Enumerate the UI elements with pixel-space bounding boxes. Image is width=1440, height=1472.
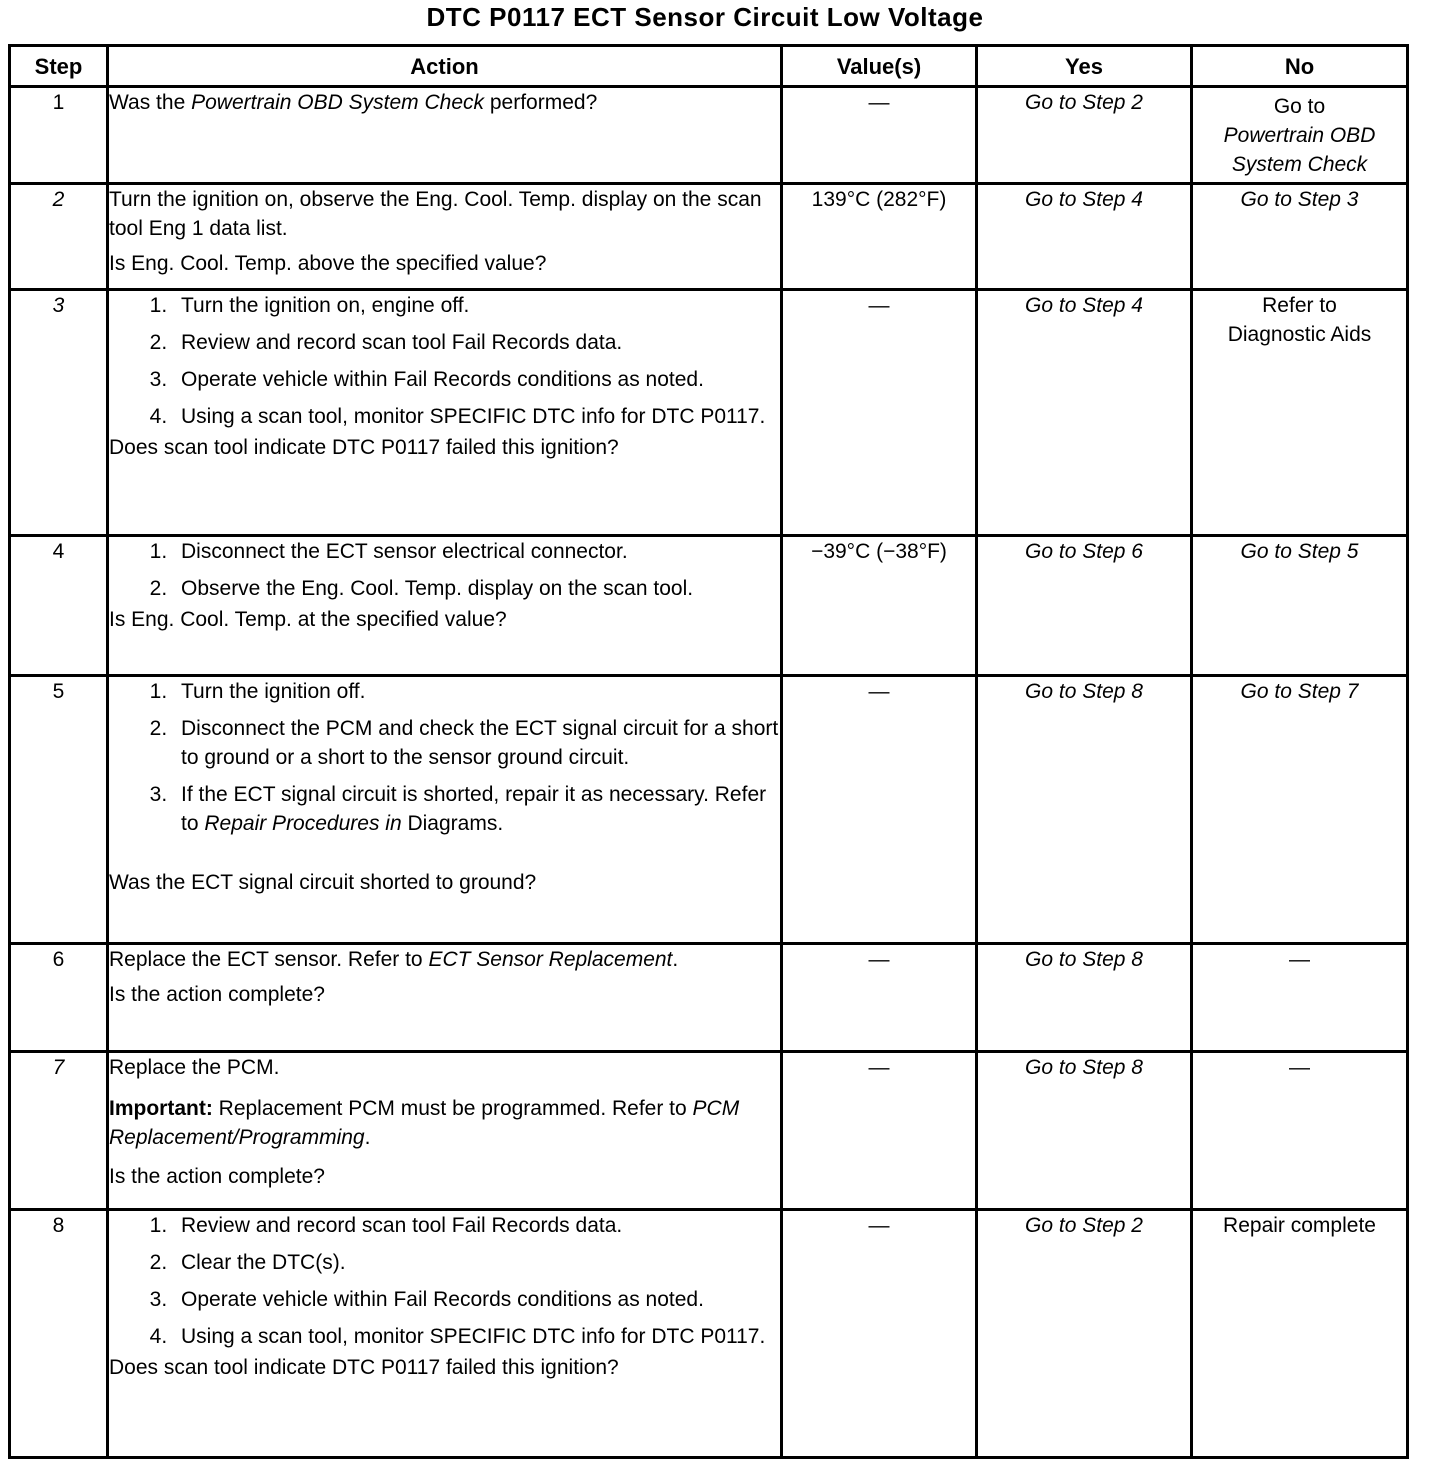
step-number: 5 [10,676,108,944]
procedure-list [109,537,780,603]
no-line: Refer to [1262,294,1337,317]
list-item: 2. Disconnect the PCM and check the ECT signal circuit for a short to ground or a short to the sensor ground circuit. [173,714,780,772]
yes-cell: Go to Step 6 [977,536,1192,676]
table-row [10,1210,1408,1458]
no-cell: Go to Step 3 [1192,184,1408,290]
yes-cell: Go to Step 8 [977,944,1192,1052]
action-question: Is the action complete? [109,983,325,1006]
procedure-reference: Repair Procedures in [204,812,402,835]
action-text: Replace the PCM. [109,1056,280,1079]
value-cell: — [782,290,977,536]
important-note [109,1094,780,1152]
action-cell [108,87,782,184]
table-row [10,676,1408,944]
important-text: . [364,1126,371,1149]
page-title: DTC P0117 ECT Sensor Circuit Low Voltage [426,2,984,32]
table-row [10,536,1408,676]
action-question: Is the action complete? [109,1165,325,1188]
list-item: 4. Using a scan tool, monitor SPECIFIC DTC info for DTC P0117. [173,1322,780,1351]
action-text: Was the [109,91,192,114]
no-cell: — [1192,944,1408,1052]
header-values: Value(s) [782,46,977,87]
action-cell [108,676,782,944]
list-item: 3. Operate vehicle within Fail Records conditions as noted. [173,1285,780,1314]
procedure-list [109,1211,780,1351]
no-line: System Check [1231,152,1368,176]
yes-cell: Go to Step 8 [977,1052,1192,1210]
table-row [10,87,1408,184]
list-item [173,780,780,838]
table-row [10,184,1408,290]
value-cell: — [782,1210,977,1458]
list-item-text: If the ECT signal circuit is shorted, repair it as necessary. Refer to [181,783,767,835]
header-row [10,46,1408,87]
action-question: Is Eng. Cool. Temp. above the specified value? [109,252,547,275]
action-text: Turn the ignition on, observe the Eng. Cool. Temp. display on the scan tool Eng 1 data list. [109,188,762,240]
no-cell: Go to Step 5 [1192,536,1408,676]
action-cell [108,944,782,1052]
action-cell [108,184,782,290]
list-item: 2. Review and record scan tool Fail Records data. [173,328,780,357]
procedure-reference: PCM Replacement/Programming [109,1097,740,1149]
action-question: Does scan tool indicate DTC P0117 failed this ignition? [109,436,619,459]
procedure-list [109,291,780,431]
list-item: 1. Turn the ignition on, engine off. [173,291,780,320]
action-text-part: Replace the ECT sensor. Refer to [109,948,429,971]
list-item: 4. Using a scan tool, monitor SPECIFIC DTC info for DTC P0117. [173,402,780,431]
no-cell [1192,290,1408,536]
table-row [10,1052,1408,1210]
value-cell: — [782,944,977,1052]
table-row [10,290,1408,536]
list-item: 1. Turn the ignition off. [173,677,780,706]
header-action: Action [108,46,782,87]
value-cell: −39°C (−38°F) [782,536,977,676]
step-number: 7 [10,1052,108,1210]
step-number: 2 [10,184,108,290]
no-cell: — [1192,1052,1408,1210]
important-label: Important: [109,1097,213,1120]
important-text: Replacement PCM must be programmed. Refer to [212,1097,693,1120]
no-cell: Go to Step 7 [1192,676,1408,944]
list-item: 1. Disconnect the ECT sensor electrical connector. [173,537,780,566]
list-item-text: Diagrams. [401,812,504,835]
header-step: Step [10,46,108,87]
procedure-reference: ECT Sensor Replacement [428,948,673,971]
header-no: No [1192,46,1408,87]
action-question: Does scan tool indicate DTC P0117 failed this ignition? [109,1356,619,1379]
list-item: 2. Observe the Eng. Cool. Temp. display on the scan tool. [173,574,780,603]
list-item: 1. Review and record scan tool Fail Records data. [173,1211,780,1240]
no-cell [1192,87,1408,184]
procedure-list [109,677,780,838]
diagnostic-table [8,44,1409,1459]
action-question: Was the ECT signal circuit shorted to ground? [109,871,537,894]
no-line: Powertrain OBD [1223,123,1376,147]
action-cell [108,1210,782,1458]
no-line: Go to [1273,94,1326,118]
action-cell [108,536,782,676]
value-cell: — [782,87,977,184]
action-text: performed? [484,91,598,114]
yes-cell: Go to Step 2 [977,1210,1192,1458]
action-question: Is Eng. Cool. Temp. at the specified value? [109,608,507,631]
yes-cell: Go to Step 4 [977,290,1192,536]
step-number: 4 [10,536,108,676]
table-row [10,944,1408,1052]
yes-cell: Go to Step 2 [977,87,1192,184]
value-cell: 139°C (282°F) [782,184,977,290]
value-cell: — [782,676,977,944]
action-cell [108,290,782,536]
step-number: 3 [10,290,108,536]
value-cell: — [782,1052,977,1210]
procedure-reference: Powertrain OBD System Check [191,91,485,114]
action-text [109,945,780,974]
header-yes: Yes [977,46,1192,87]
no-line: Diagnostic Aids [1227,323,1372,346]
list-item: 3. Operate vehicle within Fail Records conditions as noted. [173,365,780,394]
yes-cell: Go to Step 4 [977,184,1192,290]
action-text-part: . [672,948,679,971]
step-number: 1 [10,87,108,184]
yes-cell: Go to Step 8 [977,676,1192,944]
step-number: 8 [10,1210,108,1458]
list-item: 2. Clear the DTC(s). [173,1248,780,1277]
action-cell [108,1052,782,1210]
no-cell: Repair complete [1192,1210,1408,1458]
step-number: 6 [10,944,108,1052]
